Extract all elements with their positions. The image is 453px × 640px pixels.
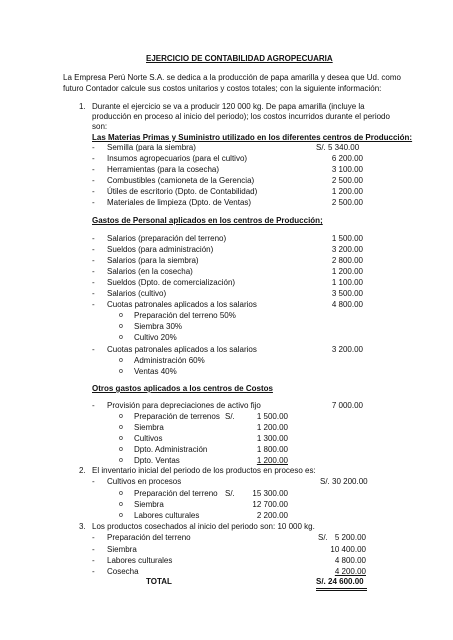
bullet-circle: o: [119, 323, 123, 330]
item-1-line-1: Durante el ejercicio se va a producir 120 000 kg. De papa amarilla (incluye la: [92, 102, 365, 111]
material-value: S/. 5 340.00: [316, 143, 360, 152]
total-value: S/. 24 600.00: [316, 577, 364, 586]
sub-item-label: Administración 60%: [134, 356, 205, 365]
harvest-value: 5 200.00: [334, 533, 366, 542]
cultivos-sub-value: 12 700.00: [252, 500, 288, 509]
bullet-dash: -: [92, 234, 95, 243]
harvest-label: Preparación del terreno: [107, 533, 191, 542]
sub-item-label: Preparación del terreno 50%: [134, 311, 236, 320]
personal-value: 3 200.00: [331, 345, 363, 354]
harvest-value: 4 200.00: [334, 567, 366, 576]
harvest-value: 4 800.00: [334, 556, 366, 565]
personal-label: Salarios (en la cosecha): [107, 267, 193, 276]
provision-sub-label: Dpto. Ventas: [134, 456, 180, 465]
cultivos-sub-label: Preparación del terreno: [134, 489, 218, 498]
bullet-circle: o: [119, 424, 123, 431]
material-label: Útiles de escritorio (Dpto. de Contabilidad): [107, 187, 258, 196]
material-label: Semilla (para la siembra): [107, 143, 196, 152]
bullet-dash: -: [92, 245, 95, 254]
item-3-number: 3.: [79, 522, 86, 531]
item-1-line-3: son:: [92, 122, 108, 131]
harvest-value: 10 400.00: [330, 545, 366, 554]
harvest-label: Siembra: [107, 545, 137, 554]
total-underline: [316, 588, 367, 589]
material-label: Insumos agropecuarios (para el cultivo): [107, 154, 248, 163]
harvest-currency: S/.: [318, 533, 328, 542]
bullet-dash: -: [92, 300, 95, 309]
total-label: TOTAL: [146, 577, 172, 586]
personal-value: 1 200.00: [331, 267, 363, 276]
bullet-dash: -: [92, 143, 95, 152]
bullet-circle: o: [119, 357, 123, 364]
material-label: Herramientas (para la cosecha): [107, 165, 220, 174]
provision-sub-label: Dpto. Administración: [134, 445, 208, 454]
harvest-label: Cosecha: [107, 567, 139, 576]
item-3-line: Los productos cosechados al inicio del periodo son: 10 000 kg.: [92, 522, 315, 531]
sub-item-label: Cultivo 20%: [134, 333, 177, 342]
bullet-circle: o: [119, 512, 123, 519]
personal-value: 3 500.00: [331, 289, 363, 298]
personal-label: Cuotas patronales aplicados a los salarios: [107, 345, 257, 354]
cultivos-sub-value: 2 200.00: [256, 511, 288, 520]
personal-label: Sueldos (para administración): [107, 245, 214, 254]
material-value: 1 200.00: [331, 187, 363, 196]
personal-value: 4 800.00: [331, 300, 363, 309]
bullet-dash: -: [92, 278, 95, 287]
personal-label: Sueldos (Dpto. de comercialización): [107, 278, 236, 287]
cultivos-label: Cultivos en procesos: [107, 477, 182, 486]
material-label: Combustibles (camioneta de la Gerencia): [107, 176, 255, 185]
total-underline: [316, 590, 367, 591]
bullet-dash: -: [92, 154, 95, 163]
provision-sub-label: Preparación de terrenos: [134, 412, 220, 421]
bullet-dash: -: [92, 176, 95, 185]
personal-value: 1 100.00: [331, 278, 363, 287]
bullet-dash: -: [92, 477, 95, 486]
personal-label: Salarios (cultivo): [107, 289, 167, 298]
bullet-circle: o: [119, 368, 123, 375]
provision-sub-label: Siembra: [134, 423, 164, 432]
personal-value: 1 500.00: [331, 234, 363, 243]
intro-line-2: futuro Contador calcule sus costos unitarios y costos totales; con la siguiente información:: [63, 84, 382, 93]
bullet-dash: -: [92, 267, 95, 276]
material-value: 2 500.00: [331, 198, 363, 207]
bullet-circle: o: [119, 413, 123, 420]
bullet-dash: -: [92, 567, 95, 576]
material-value: 2 500.00: [331, 176, 363, 185]
material-label: Materiales de limpieza (Dpto. de Ventas): [107, 198, 252, 207]
personal-value: 2 800.00: [331, 256, 363, 265]
cultivos-value: S/. 30 200.00: [320, 477, 368, 486]
bullet-circle: o: [119, 501, 123, 508]
bullet-circle: o: [119, 312, 123, 319]
item-2-line: El inventario inicial del periodo de los productos en proceso es:: [92, 466, 316, 475]
bullet-dash: -: [92, 545, 95, 554]
personal-value: 3 200.00: [331, 245, 363, 254]
personal-label: Cuotas patronales aplicados a los salarios: [107, 300, 257, 309]
personal-heading: Gastos de Personal aplicados en los centros de Producción;: [92, 216, 323, 225]
bullet-dash: -: [92, 165, 95, 174]
cultivos-sub-value: 15 300.00: [252, 489, 288, 498]
sub-item-label: Ventas 40%: [134, 367, 177, 376]
intro-line-1: La Empresa Perú Norte S.A. se dedica a la producción de papa amarilla y desea que Ud. como: [63, 73, 401, 82]
provision-label: Provisión para depreciaciones de activo fijo: [107, 401, 261, 410]
provision-sub-value: 1 300.00: [256, 434, 288, 443]
materials-heading: Las Materias Primas y Suministro utilizado en los diferentes centros de Producción:: [92, 133, 413, 142]
bullet-circle: o: [119, 490, 123, 497]
material-value: 3 100.00: [331, 165, 363, 174]
bullet-circle: o: [119, 446, 123, 453]
bullet-circle: o: [119, 334, 123, 341]
sub-item-label: Siembra 30%: [134, 322, 183, 331]
bullet-dash: -: [92, 289, 95, 298]
item-1-number: 1.: [79, 102, 86, 111]
provision-sub-value: 1 500.00: [256, 412, 288, 421]
provision-sub-value: 1 800.00: [256, 445, 288, 454]
bullet-dash: -: [92, 256, 95, 265]
document-title: EJERCICIO DE CONTABILIDAD AGROPECUARIA: [146, 54, 333, 63]
bullet-dash: -: [92, 401, 95, 410]
bullet-dash: -: [92, 187, 95, 196]
material-value: 6 200.00: [331, 154, 363, 163]
bullet-dash: -: [92, 556, 95, 565]
provision-value: 7 000.00: [331, 401, 363, 410]
item-2-number: 2.: [79, 466, 86, 475]
bullet-dash: -: [92, 533, 95, 542]
provision-sub-value: 1 200.00: [256, 423, 288, 432]
cultivos-sub-label: Labores culturales: [134, 511, 200, 520]
bullet-dash: -: [92, 198, 95, 207]
otros-heading: Otros gastos aplicados a los centros de Costos: [92, 384, 273, 393]
personal-label: Salarios (preparación del terreno): [107, 234, 227, 243]
cultivos-sub-label: Siembra: [134, 500, 164, 509]
item-1-line-2: producción en proceso al inicio del periodo); los costos incurridos durante el periodo: [92, 112, 390, 121]
bullet-dash: -: [92, 345, 95, 354]
bullet-circle: o: [119, 457, 123, 464]
provision-sub-label: Cultivos: [134, 434, 163, 443]
provision-sub-currency: S/.: [225, 412, 235, 421]
provision-sub-value: 1 200.00: [256, 456, 288, 465]
cultivos-sub-currency: S/.: [225, 489, 235, 498]
harvest-label: Labores culturales: [107, 556, 173, 565]
personal-label: Salarios (para la siembra): [107, 256, 199, 265]
bullet-circle: o: [119, 435, 123, 442]
